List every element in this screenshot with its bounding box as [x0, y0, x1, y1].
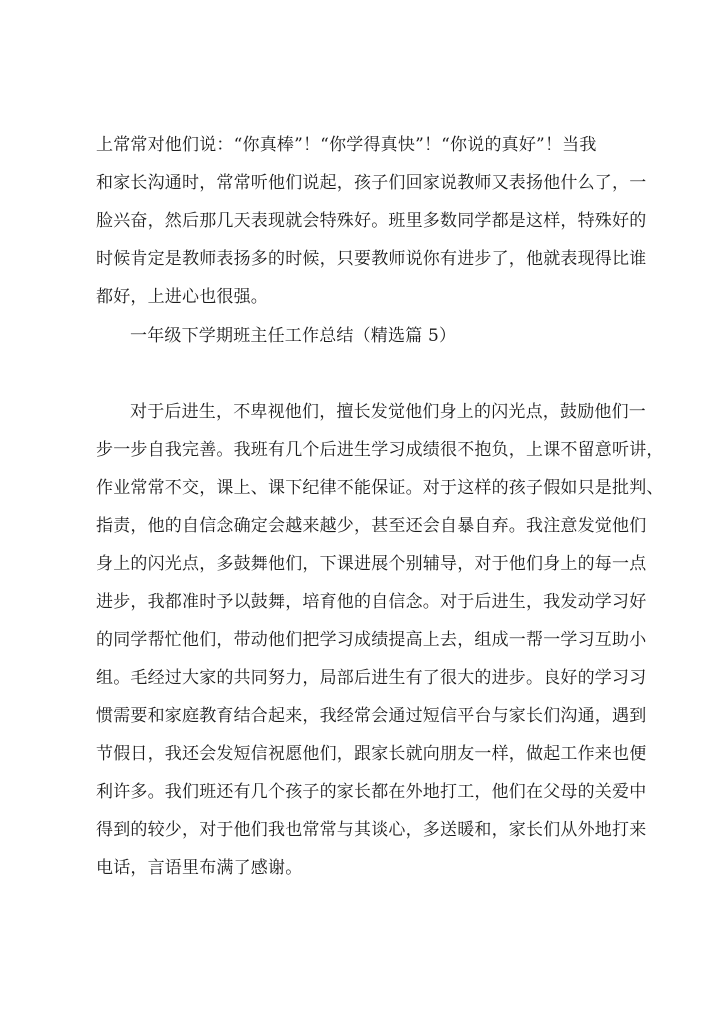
paragraph-2-line: 电话，言语里布满了感谢。 [96, 858, 303, 878]
paragraph-2-line: 得到的较少，对于他们我也常常与其谈心，多送暖和，家长们从外地打来 [96, 820, 647, 840]
paragraph-1-line: 上常常对他们说：“你真棒”！“你学得真快”！“你说的真好”！当我 [96, 135, 597, 155]
paragraph-2-line: 利许多。我们班还有几个孩子的家长都在外地打工，他们在父母的关爱中 [96, 782, 647, 802]
paragraph-1-line: 都好，上进心也很强。 [96, 287, 268, 307]
paragraph-2-line: 身上的闪光点，多鼓舞他们，下课进展个别辅导，对于他们身上的每一点 [96, 554, 647, 574]
paragraph-2-line: 对于后进生，不卑视他们，擅长发觉他们身上的闪光点，鼓励他们一 [130, 402, 646, 422]
section-title: 一年级下学期班主任工作总结（精选篇 5） [130, 326, 457, 346]
paragraph-1-line: 和家长沟通时，常常听他们说起，孩子们回家说教师又表扬他什么了，一 [96, 173, 647, 193]
paragraph-2-line: 的同学帮忙他们，带动他们把学习成绩提高上去，组成一帮一学习互助小 [96, 630, 647, 650]
paragraph-2-line: 进步，我都准时予以鼓舞，培育他的自信念。对于后进生，我发动学习好 [96, 592, 647, 612]
paragraph-2-line: 指责，他的自信念确定会越来越少，甚至还会自暴自弃。我注意发觉他们 [96, 516, 647, 536]
paragraph-2-line: 步一步自我完善。我班有几个后进生学习成绩很不抱负，上课不留意听讲， [96, 440, 664, 460]
paragraph-2-line: 节假日，我还会发短信祝愿他们，跟家长就向朋友一样，做起工作来也便 [96, 744, 647, 764]
paragraph-2-line: 组。毛经过大家的共同努力，局部后进生有了很大的进步。良好的学习习 [96, 668, 647, 688]
paragraph-2-line: 惯需要和家庭教育结合起来，我经常会通过短信平台与家长们沟通，遇到 [96, 706, 647, 726]
paragraph-1-line: 时候肯定是教师表扬多的时候，只要教师说你有进步了，他就表现得比谁 [96, 249, 647, 269]
paragraph-1-line: 脸兴奋，然后那几天表现就会特殊好。班里多数同学都是这样，特殊好的 [96, 211, 647, 231]
paragraph-2-line: 作业常常不交，课上、课下纪律不能保证。对于这样的孩子假如只是批判、 [96, 478, 664, 498]
